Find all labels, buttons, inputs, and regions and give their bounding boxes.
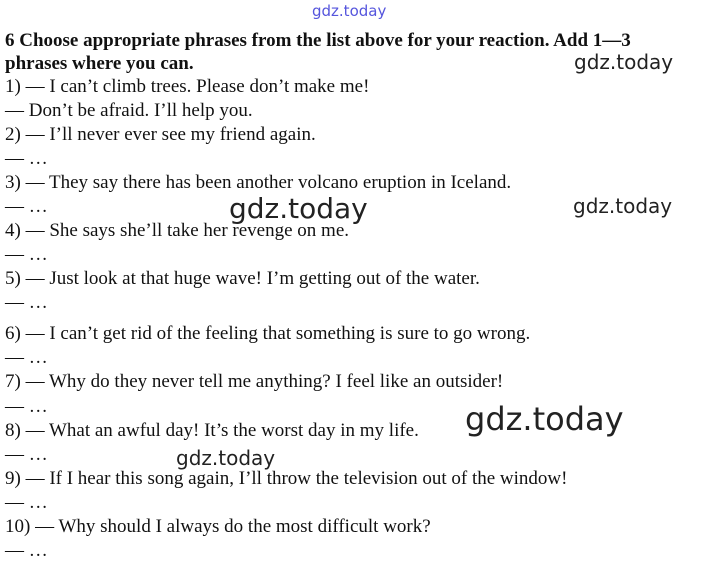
task-heading-line-1: 6 Choose appropriate phrases from the list above for your reaction. Add 1—3 bbox=[5, 30, 631, 51]
item-3-response: — … bbox=[5, 196, 48, 217]
watermark-lower-small: gdz.today bbox=[176, 446, 276, 470]
item-8-prompt: 8) — What an awful day! It’s the worst day in my life. bbox=[5, 420, 419, 441]
item-6-response: — … bbox=[5, 347, 48, 368]
item-8-response: — … bbox=[5, 444, 48, 465]
watermark-top: gdz.today bbox=[312, 2, 387, 20]
item-1-prompt: 1) — I can’t climb trees. Please don’t make me! bbox=[5, 76, 370, 97]
watermark-middle-right: gdz.today bbox=[573, 194, 673, 218]
item-4-response: — … bbox=[5, 244, 48, 265]
watermark-middle-left: gdz.today bbox=[229, 192, 368, 225]
item-7-prompt: 7) — Why do they never tell me anything? I feel like an outsider! bbox=[5, 371, 504, 392]
item-6-prompt: 6) — I can’t get rid of the feeling that something is sure to go wrong. bbox=[5, 323, 531, 344]
item-2-response: — … bbox=[5, 148, 48, 169]
item-1-response: — Don’t be afraid. I’ll help you. bbox=[5, 100, 253, 121]
item-7-response: — … bbox=[5, 396, 48, 417]
item-9-prompt: 9) — If I hear this song again, I’ll throw the television out of the window! bbox=[5, 468, 568, 489]
item-10-prompt: 10) — Why should I always do the most difficult work? bbox=[5, 516, 431, 537]
item-5-response: — … bbox=[5, 292, 48, 313]
watermark-lower-large: gdz.today bbox=[465, 400, 624, 438]
item-5-prompt: 5) — Just look at that huge wave! I’m getting out of the water. bbox=[5, 268, 480, 289]
watermark-upper-right: gdz.today bbox=[574, 50, 674, 74]
item-10-response: — … bbox=[5, 540, 48, 561]
item-9-response: — … bbox=[5, 492, 48, 513]
item-3-prompt: 3) — They say there has been another volcano eruption in Iceland. bbox=[5, 172, 512, 193]
task-heading-line-2: phrases where you can. bbox=[5, 53, 194, 74]
item-2-prompt: 2) — I’ll never ever see my friend again. bbox=[5, 124, 316, 145]
item-4-prompt: 4) — She says she’ll take her revenge on me. bbox=[5, 220, 350, 241]
